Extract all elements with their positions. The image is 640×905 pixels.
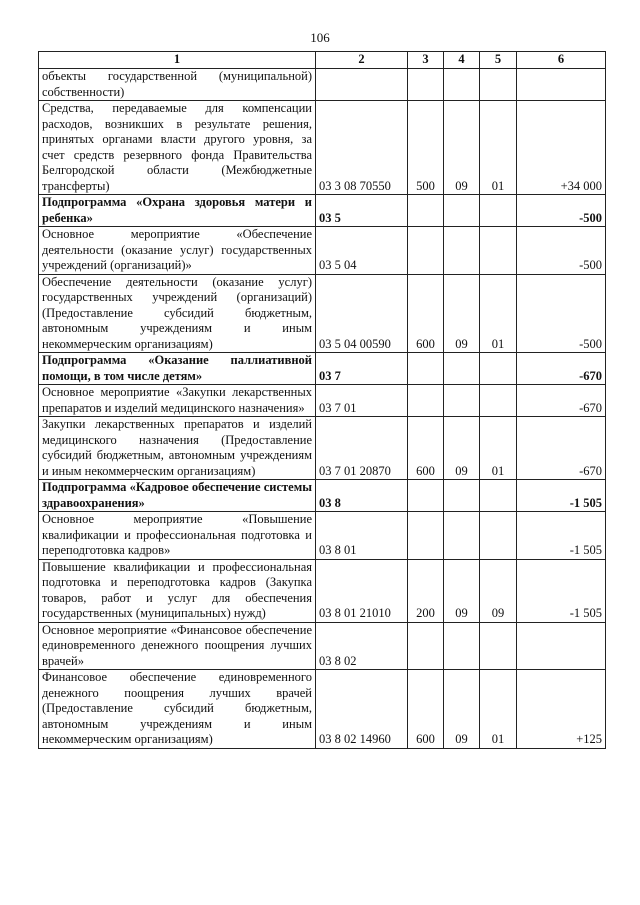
row-budget-code: 03 8 02 bbox=[316, 622, 408, 670]
row-section: 09 bbox=[444, 101, 480, 195]
table-row bbox=[39, 353, 606, 385]
table-header-row bbox=[39, 52, 606, 69]
row-amount: -670 bbox=[517, 385, 606, 417]
row-subsection bbox=[480, 512, 517, 560]
row-subsection bbox=[480, 227, 517, 275]
row-budget-code: 03 8 bbox=[316, 480, 408, 512]
row-budget-code: 03 5 04 bbox=[316, 227, 408, 275]
table-row bbox=[39, 385, 606, 417]
row-amount bbox=[517, 622, 606, 670]
row-amount: -500 bbox=[517, 195, 606, 227]
row-expense-type bbox=[408, 195, 444, 227]
row-expense-type bbox=[408, 385, 444, 417]
table-row bbox=[39, 480, 606, 512]
row-budget-code: 03 7 bbox=[316, 353, 408, 385]
row-section: 09 bbox=[444, 559, 480, 622]
table-row bbox=[39, 622, 606, 670]
column-header: 2 bbox=[316, 52, 408, 69]
row-budget-code: 03 8 02 14960 bbox=[316, 670, 408, 749]
row-amount: -670 bbox=[517, 353, 606, 385]
row-description: Основное мероприятие «Повышение квалификации и профессиональная подготовка и переподготовка кадров» bbox=[39, 512, 316, 560]
table-row bbox=[39, 274, 606, 353]
row-expense-type: 600 bbox=[408, 417, 444, 480]
row-expense-type: 600 bbox=[408, 670, 444, 749]
table-row bbox=[39, 559, 606, 622]
row-description: Подпрограмма «Оказание паллиативной помощи, в том числе детям» bbox=[39, 353, 316, 385]
row-expense-type: 200 bbox=[408, 559, 444, 622]
row-subsection bbox=[480, 195, 517, 227]
table-body bbox=[39, 69, 606, 749]
row-section bbox=[444, 227, 480, 275]
row-expense-type: 500 bbox=[408, 101, 444, 195]
row-section bbox=[444, 622, 480, 670]
table-row bbox=[39, 227, 606, 275]
row-subsection: 01 bbox=[480, 101, 517, 195]
row-expense-type bbox=[408, 227, 444, 275]
row-section bbox=[444, 385, 480, 417]
row-amount: -500 bbox=[517, 227, 606, 275]
row-subsection: 01 bbox=[480, 274, 517, 353]
row-section bbox=[444, 69, 480, 101]
table-row bbox=[39, 417, 606, 480]
row-amount: -1 505 bbox=[517, 480, 606, 512]
table-row bbox=[39, 670, 606, 749]
row-section bbox=[444, 353, 480, 385]
table-row bbox=[39, 101, 606, 195]
row-budget-code: 03 7 01 bbox=[316, 385, 408, 417]
row-description: Средства, передаваемые для компенсации расходов, возникших в результате решения, принятых органами власти другого уровня, за счет средств резервного фонда Правительства Белгородской области (Межбюджетные трансферты) bbox=[39, 101, 316, 195]
row-subsection: 01 bbox=[480, 670, 517, 749]
row-description: Основное мероприятие «Закупки лекарственных препаратов и изделий медицинского назначения» bbox=[39, 385, 316, 417]
row-section: 09 bbox=[444, 417, 480, 480]
row-expense-type: 600 bbox=[408, 274, 444, 353]
row-section: 09 bbox=[444, 274, 480, 353]
row-description: Подпрограмма «Кадровое обеспечение системы здравоохранения» bbox=[39, 480, 316, 512]
row-budget-code: 03 5 04 00590 bbox=[316, 274, 408, 353]
row-description: Обеспечение деятельности (оказание услуг) государственных учреждений (организаций) (Предоставление субсидий бюджетным, автономным учреждениям и иным некоммерческим организациям) bbox=[39, 274, 316, 353]
row-subsection bbox=[480, 480, 517, 512]
table-row bbox=[39, 512, 606, 560]
row-amount: -670 bbox=[517, 417, 606, 480]
row-expense-type bbox=[408, 480, 444, 512]
row-description: Закупки лекарственных препаратов и изделий медицинского назначения (Предоставление субсидий бюджетным, автономным учреждениям и иным некоммерческим организациям) bbox=[39, 417, 316, 480]
row-budget-code: 03 3 08 70550 bbox=[316, 101, 408, 195]
row-budget-code: 03 8 01 21010 bbox=[316, 559, 408, 622]
row-budget-code: 03 5 bbox=[316, 195, 408, 227]
row-expense-type bbox=[408, 512, 444, 560]
table-row bbox=[39, 69, 606, 101]
column-header: 4 bbox=[444, 52, 480, 69]
row-budget-code bbox=[316, 69, 408, 101]
row-amount: -500 bbox=[517, 274, 606, 353]
column-header: 6 bbox=[517, 52, 606, 69]
row-subsection: 09 bbox=[480, 559, 517, 622]
row-expense-type bbox=[408, 353, 444, 385]
row-section: 09 bbox=[444, 670, 480, 749]
row-budget-code: 03 7 01 20870 bbox=[316, 417, 408, 480]
row-amount: +34 000 bbox=[517, 101, 606, 195]
budget-table bbox=[38, 51, 606, 749]
row-description: Основное мероприятие «Финансовое обеспечение единовременного денежного поощрения лучших врачей» bbox=[39, 622, 316, 670]
table-row bbox=[39, 195, 606, 227]
row-description: Повышение квалификации и профессиональная подготовка и переподготовка кадров (Закупка товаров, работ и услуг для обеспечения государственных (муниципальных) нужд) bbox=[39, 559, 316, 622]
row-amount: -1 505 bbox=[517, 559, 606, 622]
row-description: Финансовое обеспечение единовременного денежного поощрения лучших врачей (Предоставление субсидий бюджетным, автономным учреждениям и иным некоммерческим организациям) bbox=[39, 670, 316, 749]
row-subsection bbox=[480, 69, 517, 101]
row-subsection bbox=[480, 385, 517, 417]
row-amount: +125 bbox=[517, 670, 606, 749]
row-amount: -1 505 bbox=[517, 512, 606, 560]
row-description: объекты государственной (муниципальной) собственности) bbox=[39, 69, 316, 101]
row-description: Основное мероприятие «Обеспечение деятельности (оказание услуг) государственных учреждений (организаций)» bbox=[39, 227, 316, 275]
row-description: Подпрограмма «Охрана здоровья матери и ребенка» bbox=[39, 195, 316, 227]
row-subsection: 01 bbox=[480, 417, 517, 480]
column-header: 1 bbox=[39, 52, 316, 69]
row-expense-type bbox=[408, 622, 444, 670]
row-section bbox=[444, 480, 480, 512]
row-subsection bbox=[480, 353, 517, 385]
row-expense-type bbox=[408, 69, 444, 101]
page-number: 106 bbox=[310, 30, 330, 45]
column-header: 5 bbox=[480, 52, 517, 69]
row-subsection bbox=[480, 622, 517, 670]
row-budget-code: 03 8 01 bbox=[316, 512, 408, 560]
row-amount bbox=[517, 69, 606, 101]
column-header: 3 bbox=[408, 52, 444, 69]
row-section bbox=[444, 512, 480, 560]
row-section bbox=[444, 195, 480, 227]
